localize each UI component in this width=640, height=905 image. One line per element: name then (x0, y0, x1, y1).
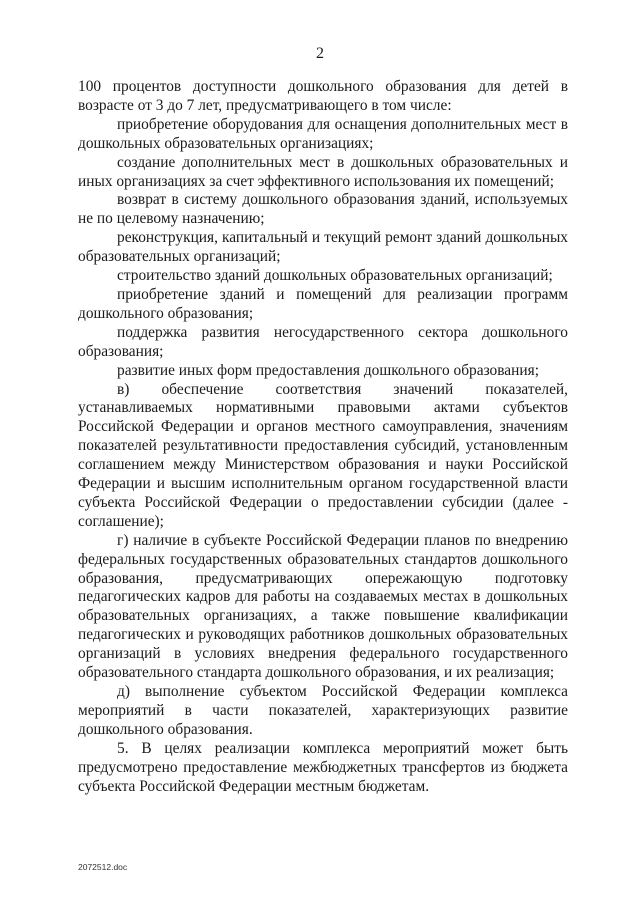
paragraph-item-g: г) наличие в субъекте Российской Федерации планов по внедрению федеральных государственных образовательных стандартов дошкольного образования, предусматривающих опережающую подготовку педагогических кадров для работы на создаваемых местах в дошкольных образовательных организациях, а также повышение квалификации педагогических и руководящих работников дошкольных образовательных организаций в условиях внедрения федерального государственного образовательного стандарта дошкольного образования, и их реализация; (78, 531, 568, 682)
paragraph-list-item: приобретение оборудования для оснащения дополнительных мест в дошкольных образовательных организациях; (78, 115, 568, 152)
paragraph-list-item: создание дополнительных мест в дошкольных образовательных и иных организациях за счет эффективного использования их помещений; (78, 153, 568, 190)
page-number: 2 (316, 45, 324, 62)
paragraph-list-item: развитие иных форм предоставления дошкольного образования; (117, 361, 539, 379)
paragraph-clause-5: 5. В целях реализации комплекса мероприятий может быть предусмотрено предоставление межбюджетных трансфертов из бюджета субъекта Российской Федерации местным бюджетам. (78, 739, 568, 795)
paragraph-list-item: возврат в систему дошкольного образования зданий, используемых не по целевому назначению; (78, 191, 568, 228)
paragraph-list-item: реконструкция, капитальный и текущий ремонт зданий дошкольных образовательных организаций; (78, 229, 568, 266)
paragraph-list-item: приобретение зданий и помещений для реализации программ дошкольного образования; (78, 285, 568, 322)
paragraph-item-d: д) выполнение субъектом Российской Федерации комплекса мероприятий в части показателей, характеризующих развитие дошкольного образования. (78, 683, 568, 738)
document-body (78, 78, 568, 796)
paragraph-list-item: строительство зданий дошкольных образовательных организаций; (117, 267, 553, 285)
paragraph-item-v: в) обеспечение соответствия значений показателей, устанавливаемых нормативными правовыми актами субъектов Российской Федерации и органов местного самоуправления, значениям показателей результативности предоставления субсидий, установленным соглашением между Министерством образования и науки Российской Федерации и высшим исполнительным органом государственной власти субъекта Российской Федерации о предоставлении субсидии (далее - соглашение); (78, 380, 568, 530)
paragraph-list-item: поддержка развития негосударственного сектора дошкольного образования; (78, 323, 568, 360)
footer-filename: 2072512.doc (78, 862, 128, 872)
paragraph-continuation: 100 процентов доступности дошкольного образования для детей в возрасте от 3 до 7 лет, предусматривающего в том числе: (78, 78, 568, 114)
